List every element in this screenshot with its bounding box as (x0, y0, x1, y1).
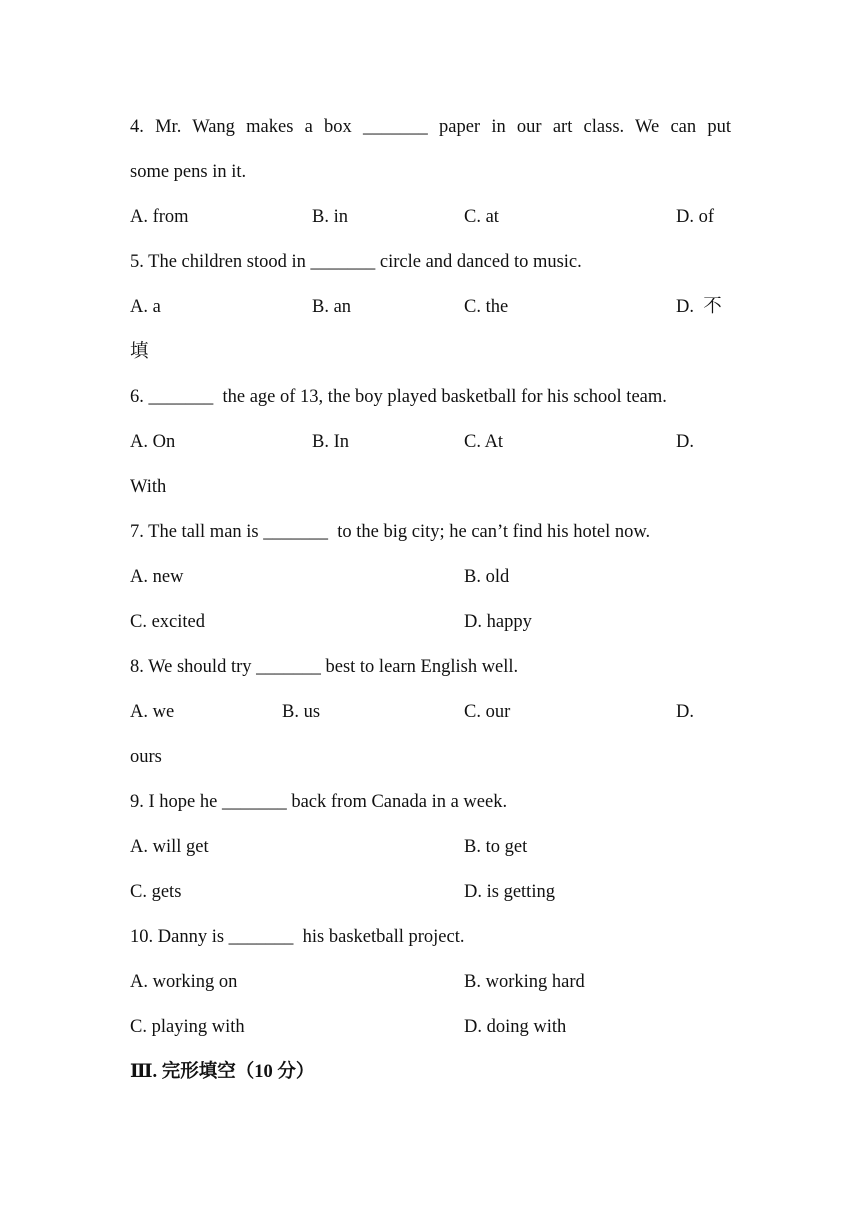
question-8-stem: 8. We should try _______ best to learn English well. (130, 657, 519, 677)
question-4-option-d: D. of (676, 207, 715, 227)
question-10-option-b: B. working hard (464, 972, 585, 992)
question-10-option-c: C. playing with (130, 1017, 245, 1037)
question-8-option-b: B. us (282, 702, 321, 722)
question-5-option-a: A. a (130, 297, 161, 317)
question-10-option-d: D. doing with (464, 1017, 567, 1037)
section-heading: Ⅲ. 完形填空（10 分） (130, 1062, 315, 1082)
question-5-option-b: B. an (312, 297, 352, 317)
question-9-stem: 9. I hope he _______ back from Canada in a week. (130, 792, 508, 812)
question-4-option-a: A. from (130, 207, 189, 227)
question-7-option-b: B. old (464, 567, 510, 587)
question-6-stem: 6. _______ the age of 13, the boy played basketball for his school team. (130, 387, 667, 407)
question-9-option-d: D. is getting (464, 882, 555, 902)
question-8-option-a: A. we (130, 702, 175, 722)
question-8-option-d: D. (676, 702, 694, 722)
question-9-option-b: B. to get (464, 837, 528, 857)
question-7-stem: 7. The tall man is _______ to the big city; he can’t find his hotel now. (130, 522, 651, 542)
question-9-option-a: A. will get (130, 837, 209, 857)
question-7-option-d: D. happy (464, 612, 532, 632)
question-4-option-b: B. in (312, 207, 348, 227)
question-8-option-d-wrap: ours (130, 747, 162, 767)
question-7-option-a: A. new (130, 567, 184, 587)
question-7-option-c: C. excited (130, 612, 206, 632)
question-6-option-a: A. On (130, 432, 176, 452)
question-10-stem: 10. Danny is _______ his basketball project. (130, 927, 465, 947)
question-10-option-a: A. working on (130, 972, 238, 992)
question-4-option-c: C. at (464, 207, 499, 227)
question-4-stem-line-2: some pens in it. (130, 162, 247, 182)
question-6-option-d-wrap: With (130, 477, 167, 497)
question-5-option-d: D. 不 (676, 297, 722, 317)
question-5-option-c: C. the (464, 297, 509, 317)
question-9-option-c: C. gets (130, 882, 182, 902)
question-6-option-d: D. (676, 432, 694, 452)
question-4-stem-line-1: 4. Mr. Wang makes a box _______ paper in our art class. We can put (130, 117, 731, 137)
question-6-option-b: B. In (312, 432, 349, 452)
question-5-option-d-wrap: 填 (130, 342, 149, 362)
question-6-option-c: C. At (464, 432, 504, 452)
question-8-option-c: C. our (464, 702, 511, 722)
question-5-stem: 5. The children stood in _______ circle and danced to music. (130, 252, 582, 272)
